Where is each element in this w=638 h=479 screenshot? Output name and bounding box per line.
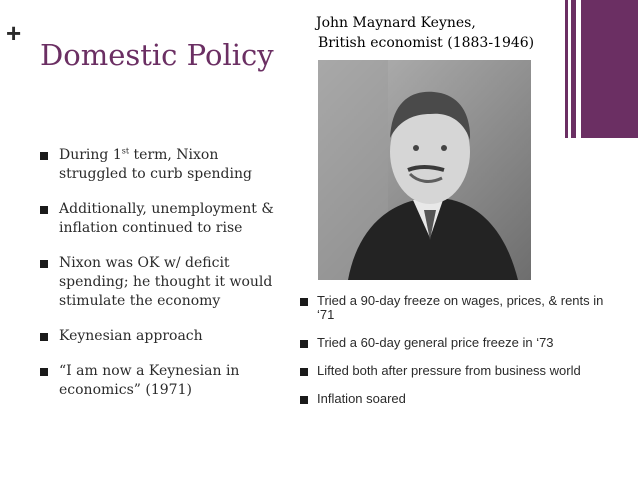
portrait-image [318,60,531,280]
list-item [40,327,290,346]
bullet-text: Tried a 90-day freeze on wages, prices, & rents in ‘71 [317,293,604,322]
bullet-text: Keynesian approach [59,328,203,344]
bullet-text: Additionally, unemployment & inflation continued to rise [59,201,274,236]
list-item [40,362,290,400]
bullet-square-icon [40,368,48,376]
slide-title: Domestic Policy [40,38,274,72]
accent-bar-medium [571,0,576,138]
list-item [300,294,622,322]
bullet-square-icon [40,206,48,214]
list-item [40,146,290,184]
bullet-square-icon [40,333,48,341]
bullet-square-icon [300,340,308,348]
bullet-text: “I am now a Keynesian in economics” (1971) [59,363,240,398]
bullet-square-icon [40,260,48,268]
bullet-text: During 1st term, Nixon struggled to curb spending [59,146,252,182]
bullet-square-icon [300,396,308,404]
list-item [300,392,622,406]
list-item [300,364,622,378]
right-bullet-list [300,294,622,420]
list-item [40,254,290,311]
bullet-square-icon [300,368,308,376]
left-bullet-list [40,146,290,416]
accent-bar-wide [581,0,638,138]
bullet-square-icon [40,152,48,160]
bullet-text: Inflation soared [317,391,406,406]
caption-description: British economist (1883-1946) [318,35,535,51]
bullet-text: Nixon was OK w/ deficit spending; he thought it would stimulate the economy [59,255,273,309]
list-item [40,200,290,238]
photo-caption [316,13,534,53]
bullet-text: Tried a 60-day general price freeze in ‘73 [317,335,554,350]
caption-name: John Maynard Keynes, [316,15,476,31]
list-item [300,336,622,350]
bullet-text: Lifted both after pressure from business world [317,363,581,378]
accent-bar-thin [565,0,568,138]
bullet-square-icon [300,298,308,306]
plus-mark: + [6,18,22,48]
portrait-photo [318,60,531,280]
